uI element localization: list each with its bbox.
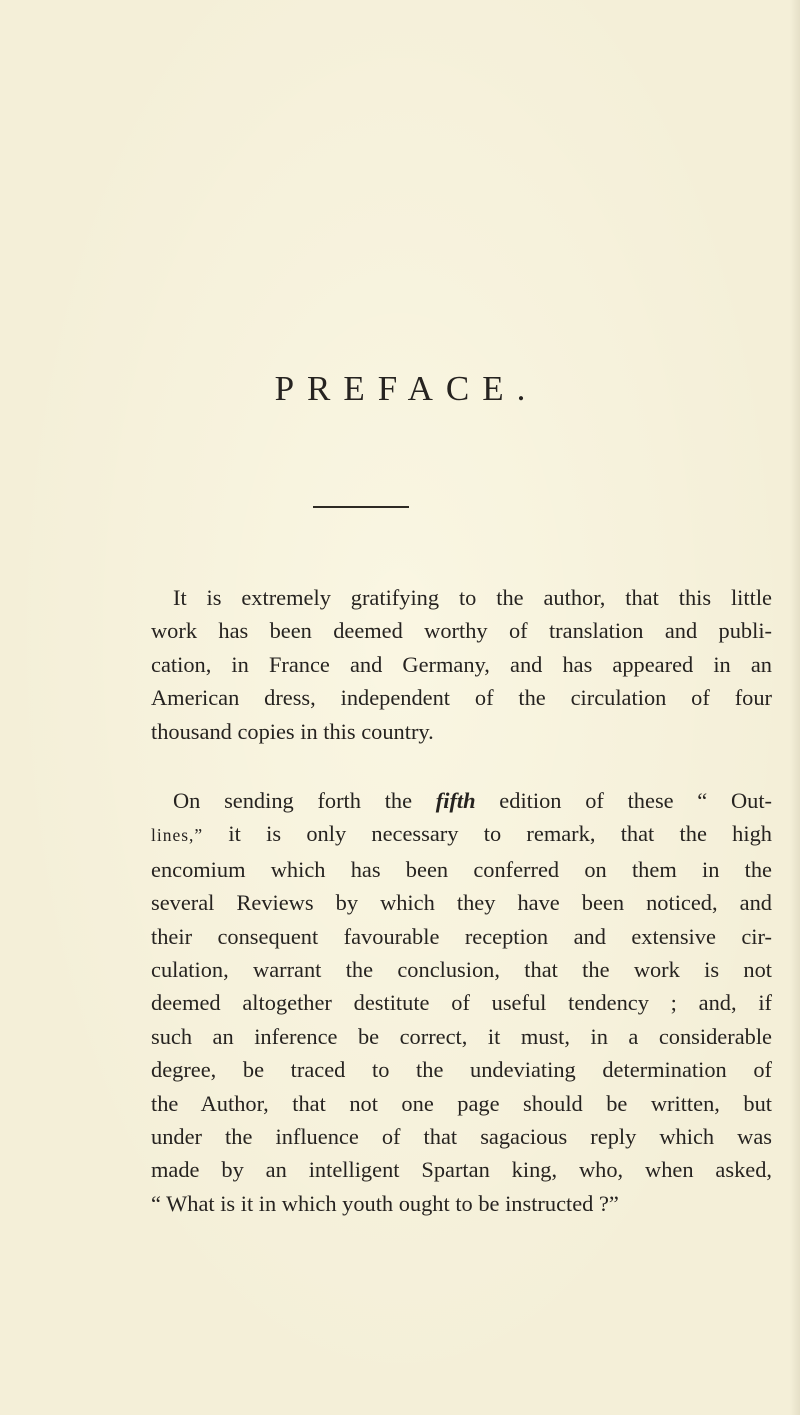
paragraph-2 bbox=[151, 784, 772, 1220]
text-line: the Author, that not one page should be written, but bbox=[151, 1090, 772, 1116]
text-line: work has been deemed worthy of translation and publi- bbox=[151, 618, 772, 644]
text-line: under the influence of that sagacious reply which was bbox=[151, 1124, 772, 1150]
text-line: several Reviews by which they have been noticed, and bbox=[151, 890, 772, 916]
text-run: it is only necessary to remark, that the high bbox=[203, 821, 772, 847]
text-line: encomium which has been conferred on them in the bbox=[151, 856, 772, 882]
paragraph-1 bbox=[151, 581, 772, 748]
text-line: thousand copies in this country. bbox=[151, 718, 434, 744]
text-line: made by an intelligent Spartan king, who, when asked, bbox=[151, 1157, 772, 1183]
small-caps-word: lines,” bbox=[151, 825, 204, 846]
text-line: “ What is it in which youth ought to be instructed ?” bbox=[151, 1190, 619, 1216]
emphasized-word: fifth bbox=[435, 788, 476, 813]
text-line bbox=[151, 784, 772, 817]
text-run: On sending forth the bbox=[173, 788, 436, 813]
text-run: edition of these “ Out- bbox=[475, 788, 773, 813]
text-line: culation, warrant the conclusion, that the work is not bbox=[151, 957, 772, 983]
text-line: It is extremely gratifying to the author, that this little bbox=[173, 585, 772, 610]
text-line: deemed altogether destitute of useful tendency ; and, if bbox=[151, 990, 772, 1016]
page-edge-shading bbox=[790, 0, 800, 1415]
title-divider bbox=[313, 506, 409, 508]
text-line: such an inference be correct, it must, in a considerable bbox=[151, 1023, 772, 1049]
text-line: their consequent favourable reception and extensive cir- bbox=[151, 923, 772, 949]
text-line bbox=[151, 817, 772, 852]
text-line: American dress, independent of the circulation of four bbox=[151, 685, 772, 711]
page-title: PREFACE. bbox=[274, 369, 539, 408]
text-line: cation, in France and Germany, and has appeared in an bbox=[151, 651, 772, 677]
text-line: degree, be traced to the undeviating determination of bbox=[151, 1057, 772, 1083]
